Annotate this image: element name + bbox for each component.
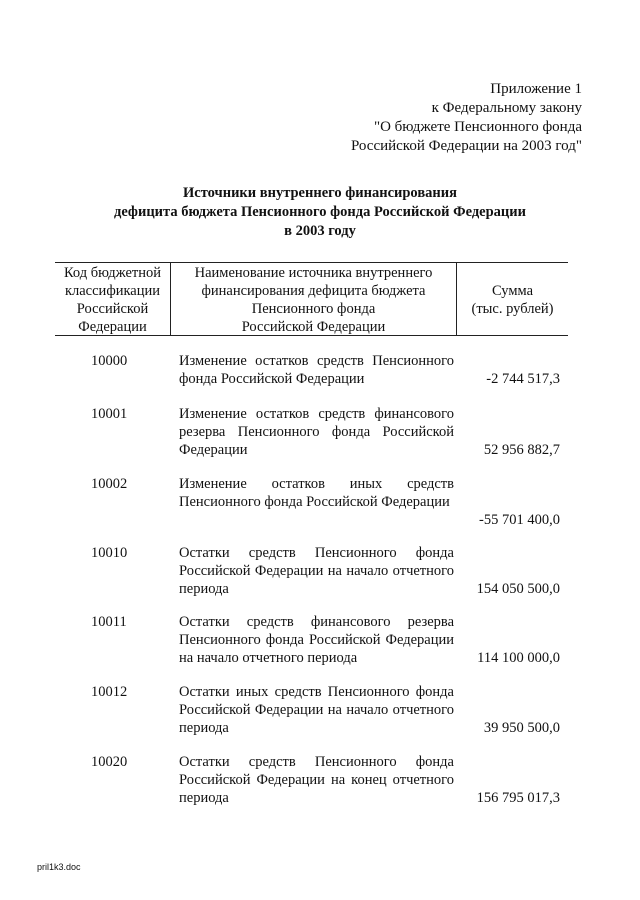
appendix-line: Приложение 1 (490, 81, 582, 97)
file-name-footer: pril1k3.doc (37, 862, 81, 872)
row-amount: 52 956 882,7 (483, 442, 560, 458)
row-code: 10002 (91, 476, 128, 492)
header-amount-line: (тыс. рублей) (471, 301, 554, 317)
row-name: Изменение остатков средств Пенсионного фонда Российской Федерации (179, 353, 454, 387)
table-header (55, 262, 568, 336)
row-code: 10020 (91, 754, 128, 770)
row-amount: 156 795 017,3 (476, 790, 560, 806)
appendix-line: к Федеральному закону (431, 100, 582, 116)
row-code: 10000 (91, 353, 128, 369)
header-code-line: Код бюджетной (63, 265, 161, 281)
header-code-line: Российской (76, 301, 149, 317)
document-title (0, 184, 640, 241)
row-name: Остатки иных средств Пенсионного фонда Российской Федерации на начало отчетного периода (179, 684, 454, 736)
appendix-line: Российской Федерации на 2003 год" (350, 138, 582, 154)
row-code: 10010 (91, 545, 128, 561)
row-code: 10012 (91, 684, 128, 700)
appendix-line: "О бюджете Пенсионного фонда (373, 119, 582, 135)
header-code-line: классификации (64, 283, 161, 299)
row-name: Остатки средств Пенсионного фонда Российской Федерации на начало отчетного периода (179, 545, 454, 597)
title-line: Источники внутреннего финансирования (183, 185, 457, 201)
header-name-line: Пенсионного фонда (251, 301, 376, 317)
row-amount: 39 950 500,0 (483, 720, 560, 736)
header-code-column (55, 263, 171, 335)
row-amount: -55 701 400,0 (479, 512, 560, 528)
row-name: Остатки средств финансового резерва Пенсионного фонда Российской Федерации на начало отчетного периода (179, 614, 454, 666)
table-row (55, 683, 568, 737)
row-amount: 114 100 000,0 (477, 650, 560, 666)
header-amount-column (457, 263, 568, 335)
header-amount-line: Сумма (491, 283, 534, 299)
row-name: Изменение остатков иных средств Пенсионного фонда Российской Федерации (179, 476, 454, 510)
row-name: Остатки средств Пенсионного фонда Российской Федерации на конец отчетного периода (179, 754, 454, 806)
row-name: Изменение остатков средств финансового резерва Пенсионного фонда Российской Федерации (179, 406, 454, 458)
row-amount: -2 744 517,3 (486, 371, 560, 387)
row-code: 10011 (91, 614, 127, 630)
header-code-line: Федерации (78, 319, 147, 335)
table-row (55, 613, 568, 667)
title-line: в 2003 году (284, 223, 356, 239)
header-name-column (171, 263, 457, 335)
table-row (55, 352, 568, 388)
header-name-line: Наименование источника внутреннего (194, 265, 433, 281)
header-name-line: финансирования дефицита бюджета (201, 283, 426, 299)
table-row (55, 544, 568, 598)
table-row (55, 753, 568, 811)
row-amount: 154 050 500,0 (476, 581, 560, 597)
table-row (55, 405, 568, 459)
table-row (55, 475, 568, 529)
header-name-line: Российской Федерации (241, 319, 386, 335)
title-line: дефицита бюджета Пенсионного фонда Российской Федерации (113, 204, 526, 220)
row-code: 10001 (91, 406, 128, 422)
appendix-reference (351, 80, 582, 156)
